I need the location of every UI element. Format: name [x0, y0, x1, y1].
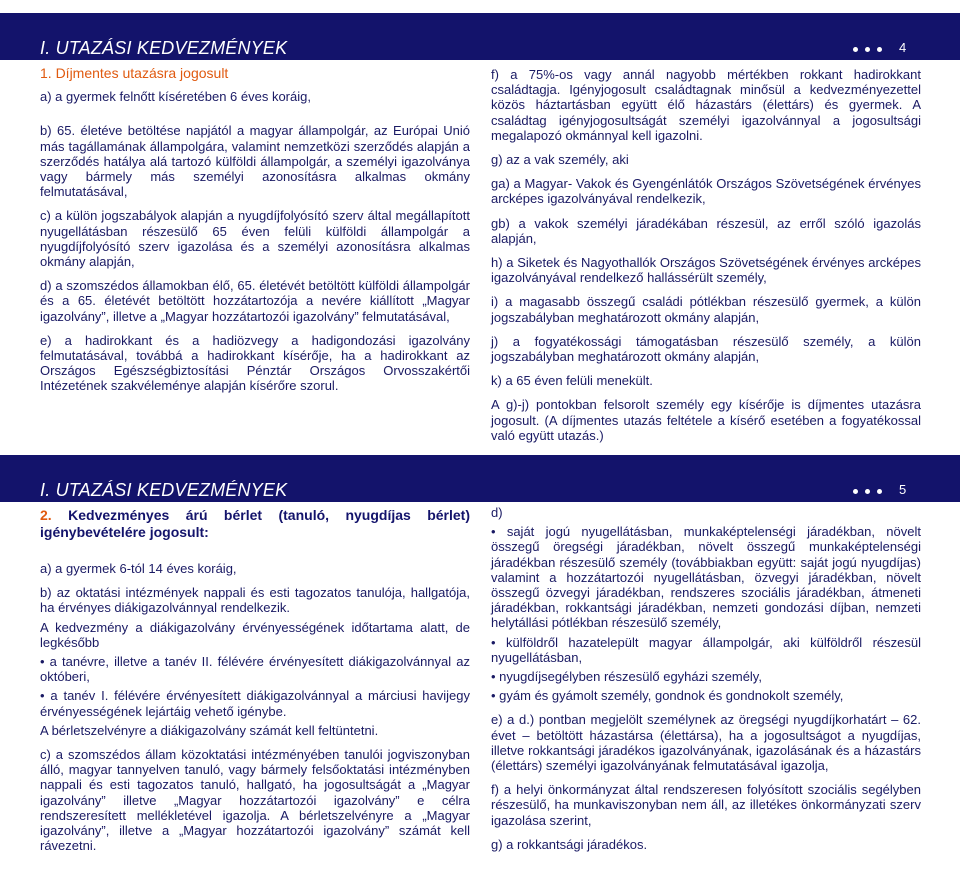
page5-item-a: a) a gyermek 6-tól 14 éves koráig,: [40, 561, 237, 576]
page5-bullet-church: • nyugdíjsegélyben részesülő egyházi személy,: [491, 669, 762, 685]
page5-item-c: c) a szomszédos állam közoktatási intézményében tanulói jogviszonyban álló, magyar tannyelven tanuló, vagy bármely felsőoktatási intézményben nappali és esti tagozatos tanuló, hallgató, ha jogosultságát a „Magyar igazolvány” illetve „Magyar hozzátartozói igazolvány” e célra rendszeresített mellékletével igazolja. A bérletszelvényre a „Magyar igazolvány”, illetve a „Magyar hozzátartozói igazolvány” számát kell rávezetni.: [40, 747, 470, 854]
page5-validity-text: A kedvezmény a diákigazolvány érvényességének időtartama alatt, de legkésőbb: [40, 619, 470, 650]
page5-item-e: e) a d.) pontban megjelölt személynek az öregségi nyugdíjkorhatárt – 62. évet – betöltött házastársa (élettársa), ha a jogosultságot a nyugdíjas, illetve rokkantsági járadékos igazolványának, igazolásának és a házastárs (élettárs) személyi igazolványának felmutatásával igazolja,: [491, 712, 921, 774]
page5-dots-ornament: [853, 489, 889, 495]
page4-dots-ornament: [853, 47, 889, 53]
page5-section-title: Kedvezményes árú bérlet (tanuló, nyugdíjas bérlet) igénybevételére jogosult:: [40, 507, 471, 540]
page4-item-f: f) a 75%-os vagy annál nagyobb mértékben rokkant hadirokkant családtagja. Igényjogosult családtagnak minősül a kedvezményezettel közös háztartásban együtt élő házastárs (élettárs) és gyermek. A családtag igényjogosultságát személyi igazolvánnyal a jogosultsági megalapozó okmánnyal kell igazolni.: [491, 67, 921, 143]
page5-validity-bullet-1: • a tanévre, illetve a tanév II. félévére érvényesített diákigazolvánnyal az októberi,: [40, 654, 470, 685]
page4-item-j: j) a fogyatékossági támogatásban részesülő személy, a külön jogszabályban meghatározott okmány alapján,: [491, 333, 921, 365]
page4-item-e: e) a hadirokkant és a hadiözvegy a hadigondozási igazolvány felmutatásával, továbbá a hadirokkant kísérője, ha a hadirokkant az Országos Egészségbiztosítási Pénztár Országos Orvosszakértői Intézetének szakvéleménye alapján kísérőre szorul.: [40, 332, 470, 394]
page5-bullet-repatriated: • külföldről hazatelepült magyar állampolgár, aki külföldről részesül nyugellátásban,: [491, 634, 921, 665]
page5-bullet-guardian: • gyám és gyámolt személy, gondnok és gondnokolt személy,: [491, 688, 844, 704]
page4-item-h: h) a Siketek és Nagyothallók Országos Szövetségének érvényes arcképes igazolványával rendelkező hallássérült személy,: [491, 255, 921, 286]
page5-page-number: 5: [899, 482, 907, 497]
page4-item-a: a) a gyermek felnőtt kíséretében 6 éves koráig,: [40, 89, 311, 105]
page5-pass-number-note: A bérletszelvényre a diákigazolvány számát kell feltüntetni.: [40, 722, 379, 738]
page4-item-b: b) 65. életéve betöltése napjától a magyar állampolgár, az Európai Unió más tagállamának állampolgára, valamint nemzetközi szerződés alapján a szerződés hatálya alá tartozó külföldi állampolgár, a személyi igazolványa vagy bármely más személyi azonosításra alkalmas okmány felmutatásával,: [40, 123, 470, 200]
page4-item-i: i) a magasabb összegű családi pótlékban részesülő gyermek, a külön jogszabályban meghatározott okmány alapján,: [491, 294, 921, 325]
page4-companion-note: A g)-j) pontokban felsorolt személy egy kísérője is díjmentes utazásra jogosult. (A díjmentes utazás feltétele a kísérő esetében a fogyatékossal való együtt utazás.): [491, 397, 921, 443]
page5-item-d: d): [491, 505, 503, 520]
page5-right-column: [491, 505, 921, 856]
page4-page-number: 4: [899, 40, 907, 55]
page4-item-g: g) az a vak személy, aki: [491, 152, 629, 168]
page5-header-band: [0, 455, 960, 502]
page5-left-column: [40, 507, 470, 857]
page4-right-column: [491, 67, 921, 452]
page4-item-d: d) a szomszédos államokban élő, 65. életévét betöltött külföldi állampolgár és a 65. életévét betöltött hozzátartozója a nevére kiállított „Magyar igazolvány”, illetve a „Magyar hozzátartozói igazolvány” felmutatásával,: [40, 278, 470, 324]
page5-item-f: f) a helyi önkormányzat által rendszeresen folyósított szociális segélyben részesülő, ha munkaviszonyban nem áll, az illetékes önkormányzati szerv igazolása szerint,: [491, 782, 921, 828]
page5-validity-bullet-2: • a tanév I. félévére érvényesített diákigazolvánnyal a márciusi havijegy érvényességének lejártáig vehető igénybe.: [40, 688, 470, 719]
page4-item-gb: gb) a vakok személyi járadékában részesül, az erről szóló igazolás alapján,: [491, 215, 921, 246]
page4-item-ga: ga) a Magyar- Vakok és Gyengénlátók Országos Szövetségének érvényes arcképes igazolványával rendelkezik,: [491, 176, 921, 207]
page4-header-title: I. UTAZÁSI KEDVEZMÉNYEK: [40, 38, 288, 58]
page4-left-column: [40, 66, 470, 403]
page5-bullet-pension: • saját jogú nyugellátásban, munkaképtelenségi járadékban, növelt összegű öregségi járadékban, növelt összegű munkaképtelenségi járadékban részesülő személy (továbbiakban együtt: saját jogú nyugdíjas) valamint a hozzátartozói nyugellátásban, özvegyi járadékban, növelt összegű özvegyi járadékban, rendszeres szociális járadékban, átmeneti járadékban, rokkantsági járadékban, nemzeti gondozási díjban, nemzeti helytállási pótlékban részesülő személy,: [491, 524, 921, 631]
page4-header-band: [0, 13, 960, 60]
page4-section-heading: 1. Díjmentes utazásra jogosult: [40, 65, 229, 81]
page5-section-heading: [40, 507, 470, 541]
page5-section-number: 2.: [40, 507, 52, 523]
page4-item-c: c) a külön jogszabályok alapján a nyugdíjfolyósító szerv által megállapított nyugellátásban részesülő 65 éven felüli külföldi állampolgár a nyugdíjfolyósító szerv igazolása és a személyi azonosításra alkalmas okmány alapján,: [40, 208, 470, 270]
page4-item-k: k) a 65 éven felüli menekült.: [491, 373, 653, 389]
page5-item-g: g) a rokkantsági járadékos.: [491, 836, 648, 852]
page5-item-b: b) az oktatási intézmények nappali és esti tagozatos tanulója, hallgatója, ha érvényes diákigazolvánnyal rendelkezik.: [40, 585, 470, 616]
page5-header-title: I. UTAZÁSI KEDVEZMÉNYEK: [40, 480, 288, 500]
